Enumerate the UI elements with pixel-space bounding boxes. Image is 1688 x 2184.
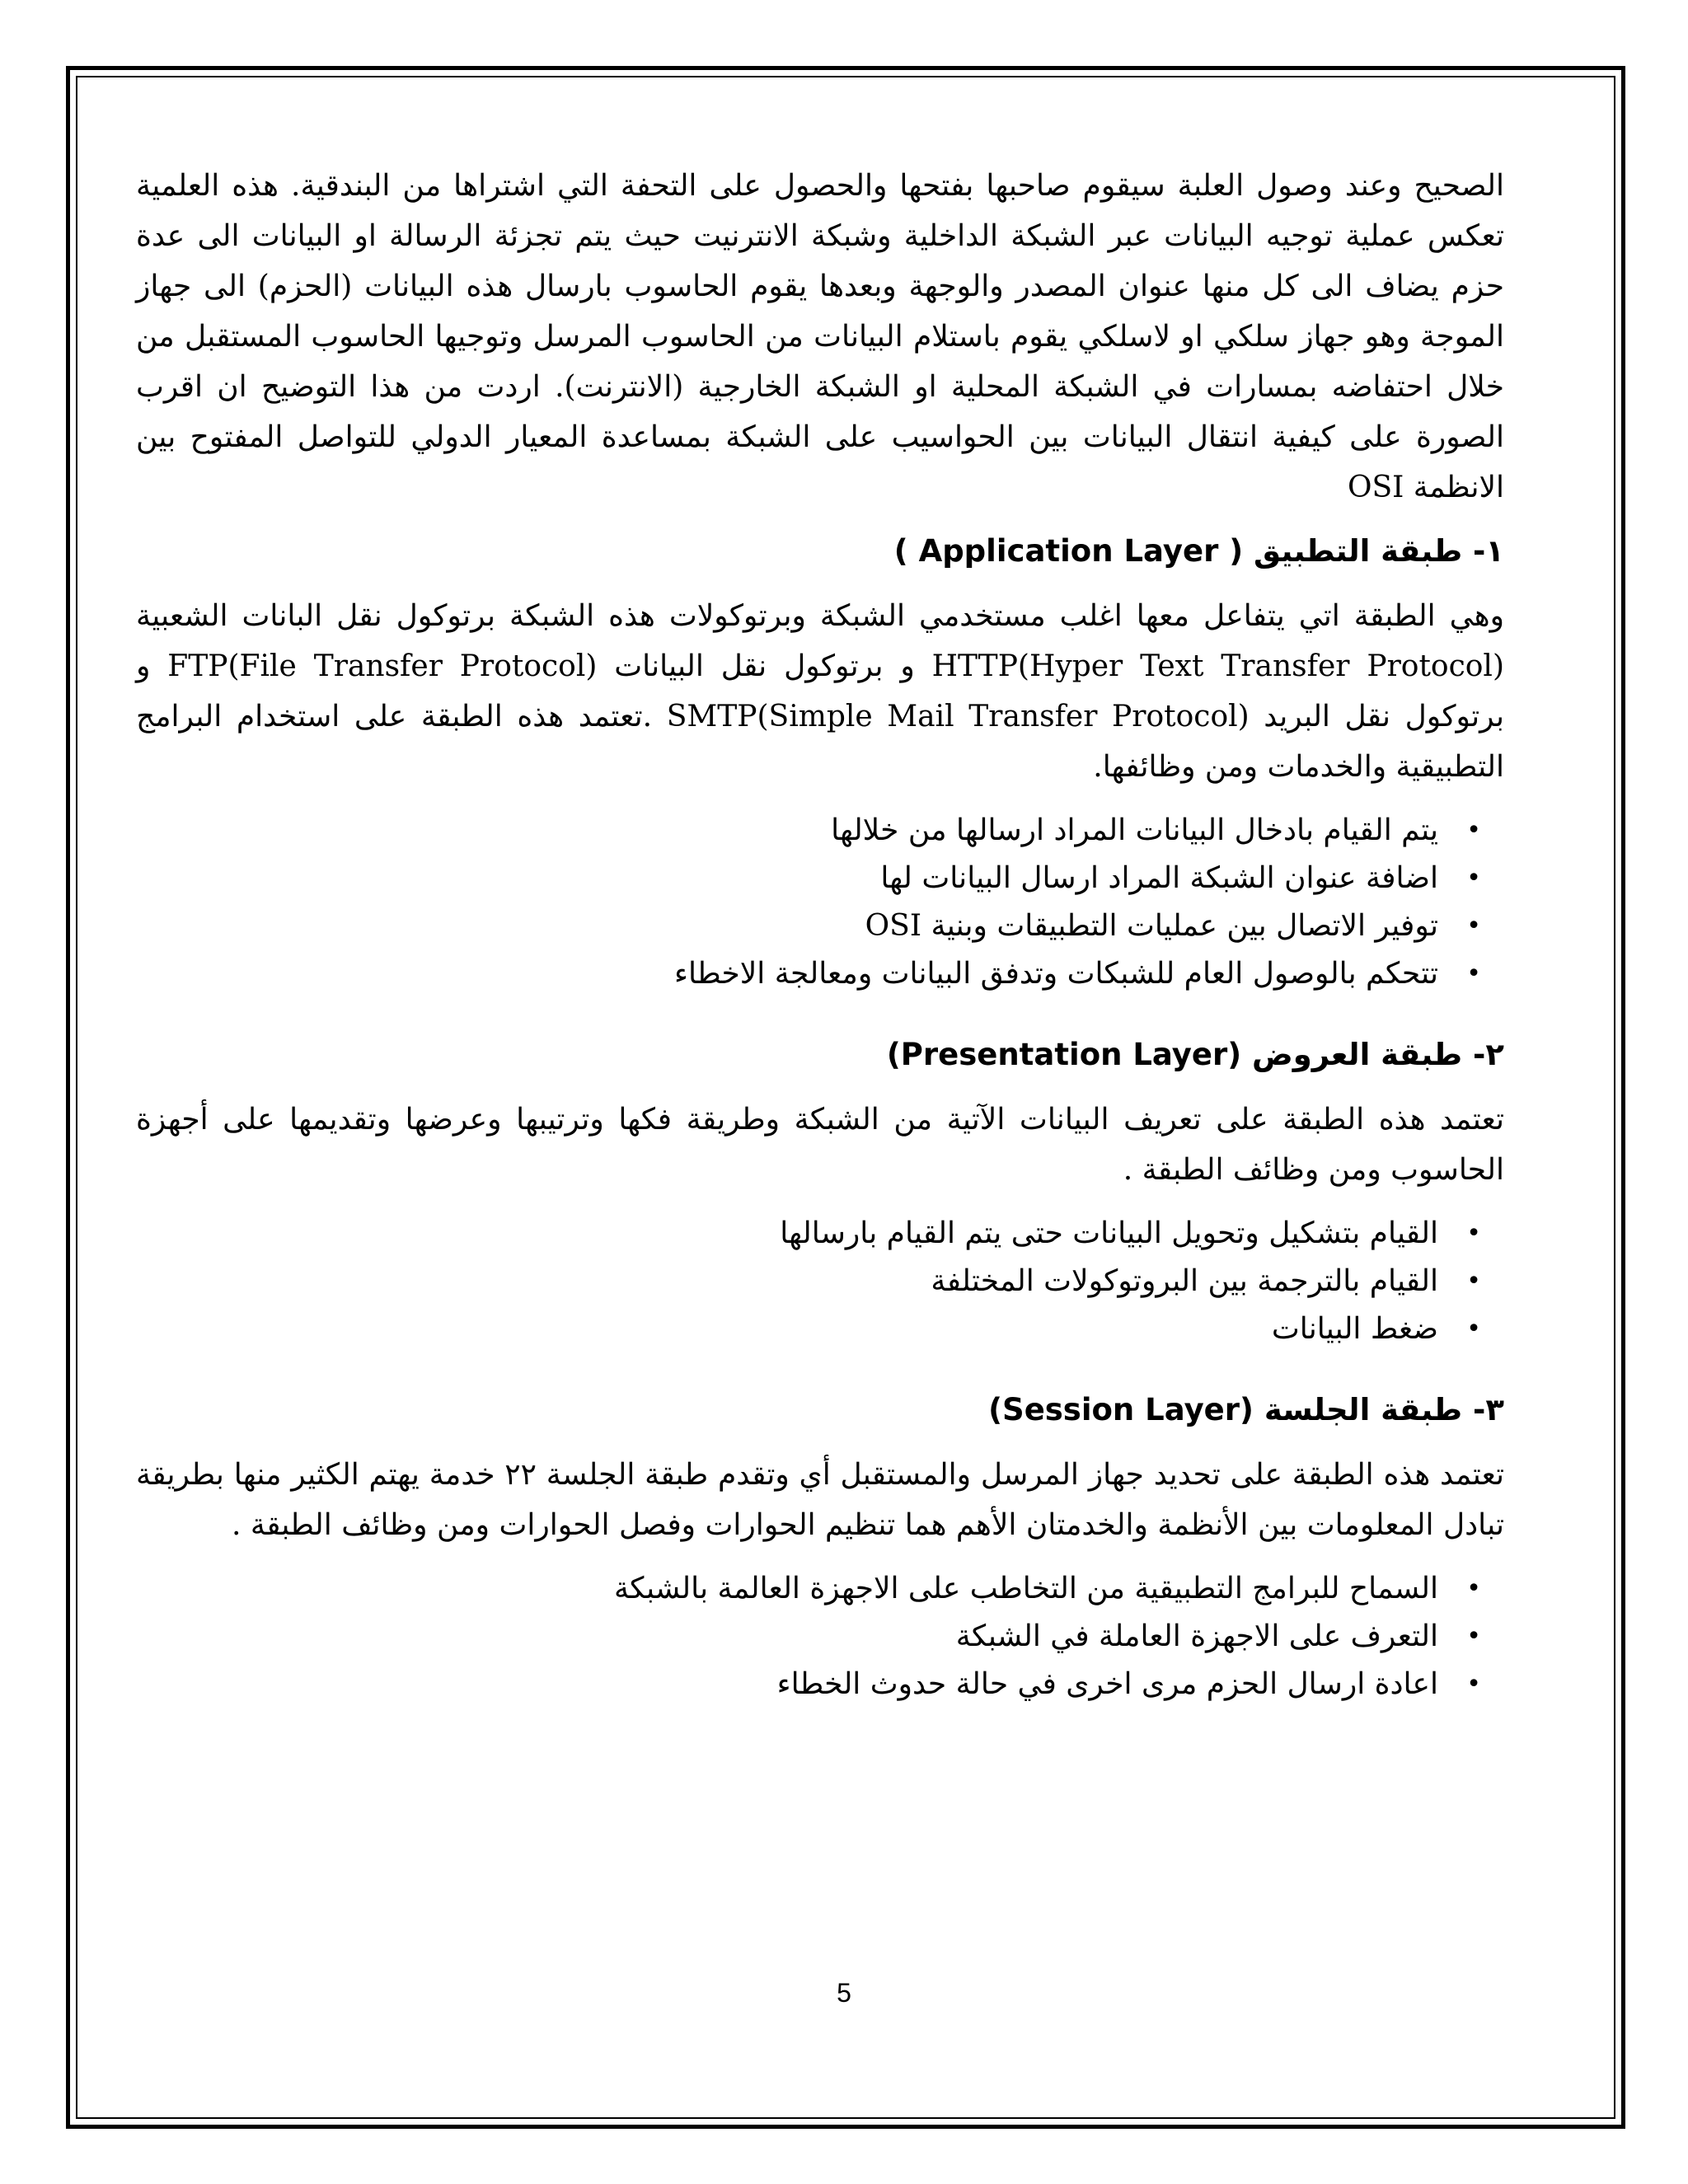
- page-number: 5: [837, 1978, 851, 2008]
- section-heading-presentation-layer: ٢- طبقة العروض (Presentation Layer): [886, 1037, 1504, 1072]
- section-paragraph-application-layer: وهي الطبقة اتي يتفاعل معها اغلب مستخدمي الشبكة وبرتوكولات هذه الشبكة برتوكول نقل البانات الشعبية (Hyper Text Transfer Protocol)HTTP و برتوكول نقل البيانات (File Transfer Protocol)FTP و برتوكول نقل البريد (Simple Mail Transfer Protocol)SMTP .تعتمد هذه الطبقة على استخدام البرامج التطبيقية والخدمات ومن وظائفها.: [136, 599, 1505, 784]
- document-body: [136, 161, 1504, 1708]
- list-item: • القيام بتشكيل وتحويل البيانات حتى يتم القيام بارسالها: [136, 1210, 1438, 1258]
- list-item: • اضافة عنوان الشبكة المراد ارسال البيانات لها: [136, 855, 1438, 902]
- list-item: • تتحكم بالوصول العام للشبكات وتدفق البيانات ومعالجة الاخطاء: [136, 950, 1438, 998]
- list-item: • ضغط البيانات: [136, 1305, 1438, 1353]
- list-item: • توفير الاتصال بين عمليات التطبيقات وبنية OSI: [136, 902, 1438, 950]
- section-paragraph-presentation-layer: تعتمد هذه الطبقة على تعريف البيانات الآتية من الشبكة وطريقة فكها وترتيبها وعرضها وتقديمها على أجهزة الحاسوب ومن وظائف الطبقة .: [136, 1103, 1504, 1187]
- list-item: • السماح للبرامج التطبيقية من التخاطب على الاجهزة العالمة بالشبكة: [136, 1565, 1438, 1613]
- intro-paragraph: الصحيح وعند وصول العلبة سيقوم صاحبها بفتحها والحصول على التحفة التي اشتراها من البندقية. هذه العلمية تعكس عملية توجيه البيانات عبر الشبكة الداخلية وشبكة الانترنيت حيث يتم تجزئة الرسالة او البيانات الى عدة حزم يضاف الى كل منها عنوان المصدر والوجهة وبعدها يقوم الحاسوب بارسال هذه البيانات (الحزم) الى جهاز الموجة وهو جهاز سلكي او لاسلكي يقوم باستلام البيانات من الحاسوب المرسل وتوجيها الحاسوب المستقبل من خلال احتفاضه بمسارات في الشبكة المحلية او الشبكة الخارجية (الانترنت). اردت من هذا التوضيح ان اقرب الصورة على كيفية انتقال البيانات بين الحواسيب على الشبكة بمساعدة المعيار الدولي للتواصل المفتوح بين الانظمة OSI: [136, 169, 1504, 504]
- section-heading-application-layer: ١- طبقة التطبيق ( Application Layer ): [893, 533, 1504, 569]
- bullet-list-application-layer: [136, 807, 1504, 998]
- list-item: • التعرف على الاجهزة العاملة في الشبكة: [136, 1613, 1438, 1661]
- list-item: • يتم القيام بادخال البيانات المراد ارسالها من خلالها: [136, 807, 1438, 855]
- section-heading-session-layer: ٣- طبقة الجلسة (Session Layer): [988, 1392, 1504, 1427]
- section-paragraph-session-layer: تعتمد هذه الطبقة على تحديد جهاز المرسل والمستقبل أي وتقدم طبقة الجلسة ٢٢ خدمة يهتم الكثير منها بطريقة تبادل المعلومات بين الأنظمة والخدمتان الأهم هما تنظيم الحوارات وفصل الحوارات ومن وظائف الطبقة .: [136, 1458, 1504, 1542]
- list-item: • القيام بالترجمة بين البروتوكولات المختلفة: [136, 1258, 1438, 1305]
- bullet-list-session-layer: [136, 1565, 1504, 1708]
- list-item: • اعادة ارسال الحزم مرى اخرى في حالة حدوث الخطاء: [136, 1661, 1438, 1708]
- bullet-list-presentation-layer: [136, 1210, 1504, 1353]
